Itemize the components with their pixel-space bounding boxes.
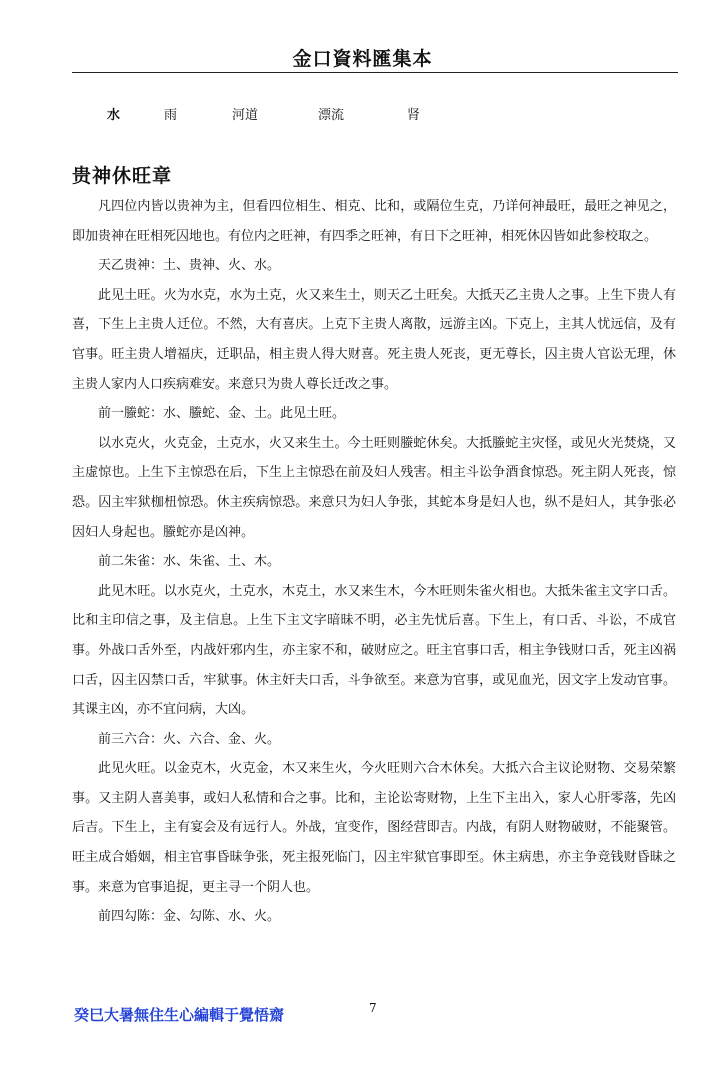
paragraph-tianyi-body: 此见土旺。火为水克，水为土克，火又来生土，则天乙土旺矣。大抵天乙主贵人之事。上生下贵人有喜，下生上主贵人迁位。不然，大有喜庆。上克下主贵人离散，远游主凶。下克上，主其人忧远信，及有官事。旺主贵人增福庆，迁职品，相主贵人得大财喜。死主贵人死丧，更无尊长，囚主贵人官讼无理，休主贵人家内人口疾病难安。来意只为贵人尊长迁改之事。 (72, 287, 676, 392)
row-cell-state: 漂流 (318, 108, 345, 123)
paragraph-tengshe-body: 以水克火，火克金，土克水，火又来生土。今土旺则螣蛇休矣。大抵螣蛇主灾怪，或见火光焚烧，又主虚惊也。上生下主惊恐在后，下生上主惊恐在前及妇人残害。相主斗讼争酒食惊恐。死主阴人死丧，惊恐。囚主牢狱枷杻惊恐。休主疾病惊恐。来意只为妇人争张，其蛇本身是妇人也，纵不是妇人，其争张必因妇人身起也。螣蛇亦是凶神。 (72, 435, 676, 540)
page-number: 7 (369, 1001, 377, 1015)
row-cell-weather: 雨 (164, 108, 178, 123)
paragraph-gouchen-heading: 前四勾陈：金、勾陈、水、火。 (98, 909, 281, 925)
paragraph-zhuque-heading: 前二朱雀：水、朱雀、土、木。 (98, 554, 281, 570)
paragraph-liuhe-heading: 前三六合：火、六合、金、火。 (98, 731, 281, 747)
body-text (72, 192, 676, 932)
header-divider (72, 72, 678, 73)
row-cell-organ: 肾 (407, 108, 421, 123)
paragraph-liuhe-body: 此见火旺。以金克木，火克金，木又来生火，今火旺则六合木休矣。大抵六合主议论财物、交易荣繁事。又主阴人喜美事，或妇人私情和合之事。比和，主论讼寄财物，上生下主出入，家人心肝零落，先凶后吉。下生上，主有宴会及有远行人。外战，宜变作，图经营即吉。内战，有阴人财物破财，不能聚管。旺主成合婚姻，相主官事昏昧争张，死主报死临门，囚主牢狱官事即至。休主病患，亦主争竞钱财昏昧之事。来意为官事追捉，更主寻一个阴人也。 (72, 761, 676, 895)
footer-editor-note: 癸巳大暑無住生心編輯于覺悟齋 (74, 1006, 285, 1024)
row-cell-place: 河道 (232, 108, 259, 123)
paragraph-tianyi-heading: 天乙贵神：土、贵神、火、水。 (98, 258, 281, 274)
page-header-title: 金口資料匯集本 (292, 48, 433, 70)
paragraph-tengshe-heading: 前一螣蛇：水、螣蛇、金、土。此见土旺。 (98, 406, 346, 422)
row-cell-element: 水 (107, 108, 121, 123)
paragraph-intro: 凡四位内皆以贵神为主，但看四位相生、相克、比和，或隔位生克，乃详何神最旺，最旺之神见之，即加贵神在旺相死囚地也。有位内之旺神，有四季之旺神，有日下之旺神，相死休囚皆如此参校取之。 (72, 199, 676, 244)
correspondence-row (0, 104, 725, 124)
paragraph-zhuque-body: 此见木旺。以水克火，土克水，木克土，水又来生木，今木旺则朱雀火相也。大抵朱雀主文字口舌。比和主印信之事，及主信息。上生下主文字暗昧不明，必主先忧后喜。下生上，有口舌、斗讼，不成官事。外战口舌外至，内战奸邪内生，亦主家不和，破财应之。旺主官事口舌，相主争钱财口舌，死主凶祸口舌，囚主囚禁口舌，牢狱事。休主奸夫口舌，斗争欲至。来意为官事，或见血光，因文字上发动官事。其课主凶，亦不宜问病，大凶。 (72, 583, 676, 718)
section-title: 贵神休旺章 (72, 165, 173, 187)
